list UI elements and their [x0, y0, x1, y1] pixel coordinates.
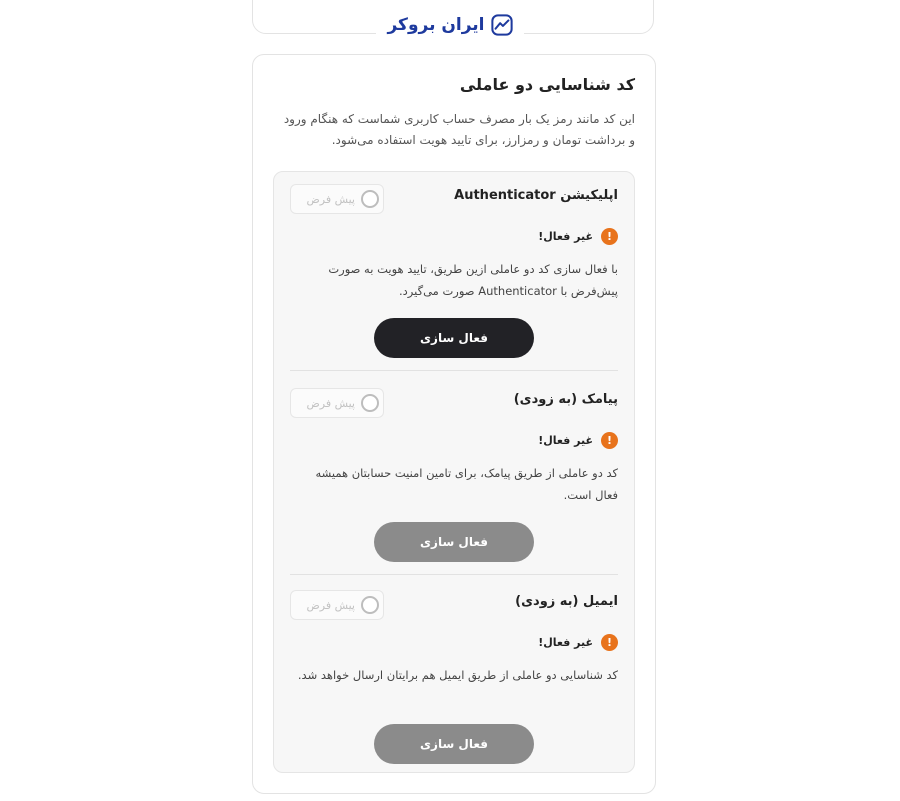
default-label: پیش فرض [306, 598, 355, 612]
method-title: اپلیکیشن Authenticator [454, 188, 618, 203]
two-factor-card [252, 54, 656, 794]
default-label: پیش فرض [306, 192, 355, 206]
page-title: کد شناسایی دو عاملی [459, 75, 635, 94]
warning-icon: ! [601, 634, 618, 651]
default-radio-option[interactable] [290, 184, 384, 214]
radio-button[interactable] [361, 394, 379, 412]
activate-authenticator-button[interactable]: فعال سازی [374, 318, 534, 358]
warning-icon: ! [601, 432, 618, 449]
brand-logo[interactable] [376, 8, 524, 42]
method-authenticator [290, 172, 618, 362]
default-label: پیش فرض [306, 396, 355, 410]
method-description: کد شناسایی دو عاملی از طریق ایمیل هم برایتان ارسال خواهد شد. [297, 668, 618, 682]
warning-icon: ! [601, 228, 618, 245]
divider [290, 370, 618, 371]
method-title: پیامک (به زودی) [513, 392, 618, 407]
brand-name: ایران بروکر [387, 15, 485, 35]
status-text: غیر فعال! [538, 230, 593, 243]
status-text: غیر فعال! [538, 434, 593, 447]
status-indicator [538, 432, 618, 449]
method-sms [290, 376, 618, 566]
divider [290, 574, 618, 575]
status-text: غیر فعال! [538, 636, 593, 649]
method-description: کد دو عاملی از طریق پیامک، برای تامین امنیت حسابتان همیشه فعال است. [315, 466, 618, 502]
radio-button[interactable] [361, 596, 379, 614]
radio-button[interactable] [361, 190, 379, 208]
activate-sms-button[interactable]: فعال سازی [374, 522, 534, 562]
methods-panel [273, 171, 635, 773]
page-description: این کد مانند رمز یک بار مصرف حساب کاربری شماست که هنگام ورود و برداشت تومان و رمزارز، برای تایید هویت استفاده می‌شود. [283, 112, 635, 147]
method-title: ایمیل (به زودی) [515, 594, 618, 609]
status-indicator [538, 228, 618, 245]
default-radio-option[interactable] [290, 590, 384, 620]
status-indicator [538, 634, 618, 651]
method-description: با فعال سازی کد دو عاملی ازین طریق، تایید هویت به صورت پیش‌فرض با Authenticator صورت می‌گیرد. [328, 262, 618, 298]
activate-email-button[interactable]: فعال سازی [374, 724, 534, 764]
default-radio-option[interactable] [290, 388, 384, 418]
trend-chart-icon [491, 14, 513, 36]
method-email [290, 578, 618, 768]
